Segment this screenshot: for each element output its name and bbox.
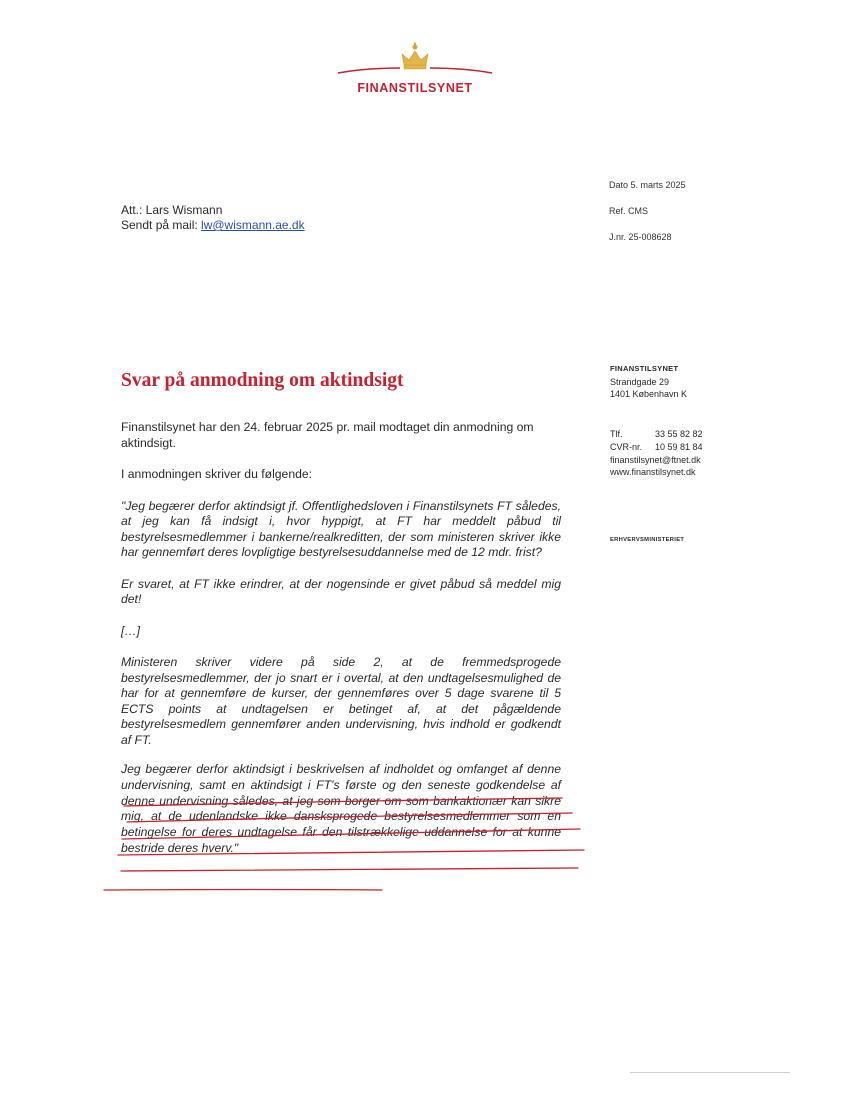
phone-line bbox=[610, 428, 703, 441]
quoted-request-paragraph-4: Jeg begærer derfor aktindsigt i beskrivelsen af indholdet og omfanget af denne undervisning, samt en aktindsigt i FT's første og den seneste godkendelse af denne undervisning således, at jeg som borger om som bankaktionær kan sikre mig, at de udenlandske ikke dansksprogede bestyrelsesmedlemmer som en betingelse for deres undtagelse får den tilstrækkelige uddannelse for at kunne bestride deres hverv." bbox=[121, 762, 561, 855]
addressee-email-link[interactable]: lw@wismann.ae.dk bbox=[201, 218, 305, 232]
quoted-request-paragraph-2: Er svaret, at FT ikke erindrer, at der nogensinde er givet påbud så meddel mig det! bbox=[121, 576, 561, 606]
sent-prefix: Sendt på mail: bbox=[121, 218, 202, 232]
reference-line: Ref. CMS bbox=[609, 206, 649, 216]
date-line: Dato 5. marts 2025 bbox=[609, 180, 686, 190]
phone-value: 33 55 82 82 bbox=[655, 429, 703, 439]
underline-6 bbox=[104, 890, 382, 891]
sender-city: 1401 København K bbox=[610, 389, 688, 399]
letter-heading: Svar på anmodning om aktindsigt bbox=[121, 370, 404, 391]
cvr-label: CVR-nr. bbox=[610, 441, 643, 452]
cvr-value: 10 59 81 84 bbox=[655, 441, 703, 452]
sender-street: Strandgade 29 bbox=[610, 376, 670, 387]
underline-4 bbox=[118, 850, 584, 855]
omission-marker: […] bbox=[121, 623, 140, 638]
phone-label: Tlf. bbox=[610, 429, 623, 439]
footer-divider bbox=[630, 1072, 790, 1073]
underline-2 bbox=[127, 813, 572, 822]
sender-contact-block bbox=[610, 428, 703, 479]
attention-line: Att.: Lars Wismann bbox=[121, 203, 223, 217]
underline-3 bbox=[122, 829, 580, 839]
sender-org-name: FINANSTILSYNET bbox=[610, 364, 679, 373]
logo-wordmark: FINANSTILSYNET bbox=[357, 81, 473, 95]
sender-website[interactable]: www.finanstilsynet.dk bbox=[610, 467, 696, 478]
journal-number-line: J.nr. 25-008628 bbox=[609, 232, 672, 242]
underline-1 bbox=[124, 798, 562, 806]
request-intro-paragraph: I anmodningen skriver du følgende: bbox=[121, 467, 313, 481]
underline-5 bbox=[121, 868, 578, 871]
cvr-line bbox=[610, 441, 703, 454]
quoted-request-paragraph-1: "Jeg begærer derfor aktindsigt jf. Offentlighedsloven i Finanstilsynets FT således, at jeg kan få indsigt i, hvor hyppigt, at FT har meddelt påbud til bestyrelsesmedlemmer i bankerne/realkreditten, der som ministeren skriver ikke har gennemført deres lovpligtige bestyrelsesuddannelse med de 12 mdr. frist? bbox=[121, 498, 561, 559]
sender-email[interactable]: finanstilsynet@ftnet.dk bbox=[610, 454, 701, 465]
quoted-request-paragraph-3: Ministeren skriver videre på side 2, at de fremmedsprogede bestyrelsesmedlemmer, der jo snart er i overtal, at den undtagelsesmulighed de har for at gennemføre de kurser, der gennemføres over 5 dage svarene til 5 ECTS points at undtagelsen er betinget af, at det pågældende bestyrelsesmedlem gennemfører anden undervisning, hvis indhold er godkendt af FT. bbox=[121, 655, 561, 747]
ministry-label: ERHVERVSMINISTERIET bbox=[610, 537, 685, 543]
intro-paragraph: Finanstilsynet har den 24. februar 2025 pr. mail modtaget din anmodning om aktindsigt. bbox=[121, 420, 534, 450]
sender-address-block bbox=[610, 363, 687, 401]
